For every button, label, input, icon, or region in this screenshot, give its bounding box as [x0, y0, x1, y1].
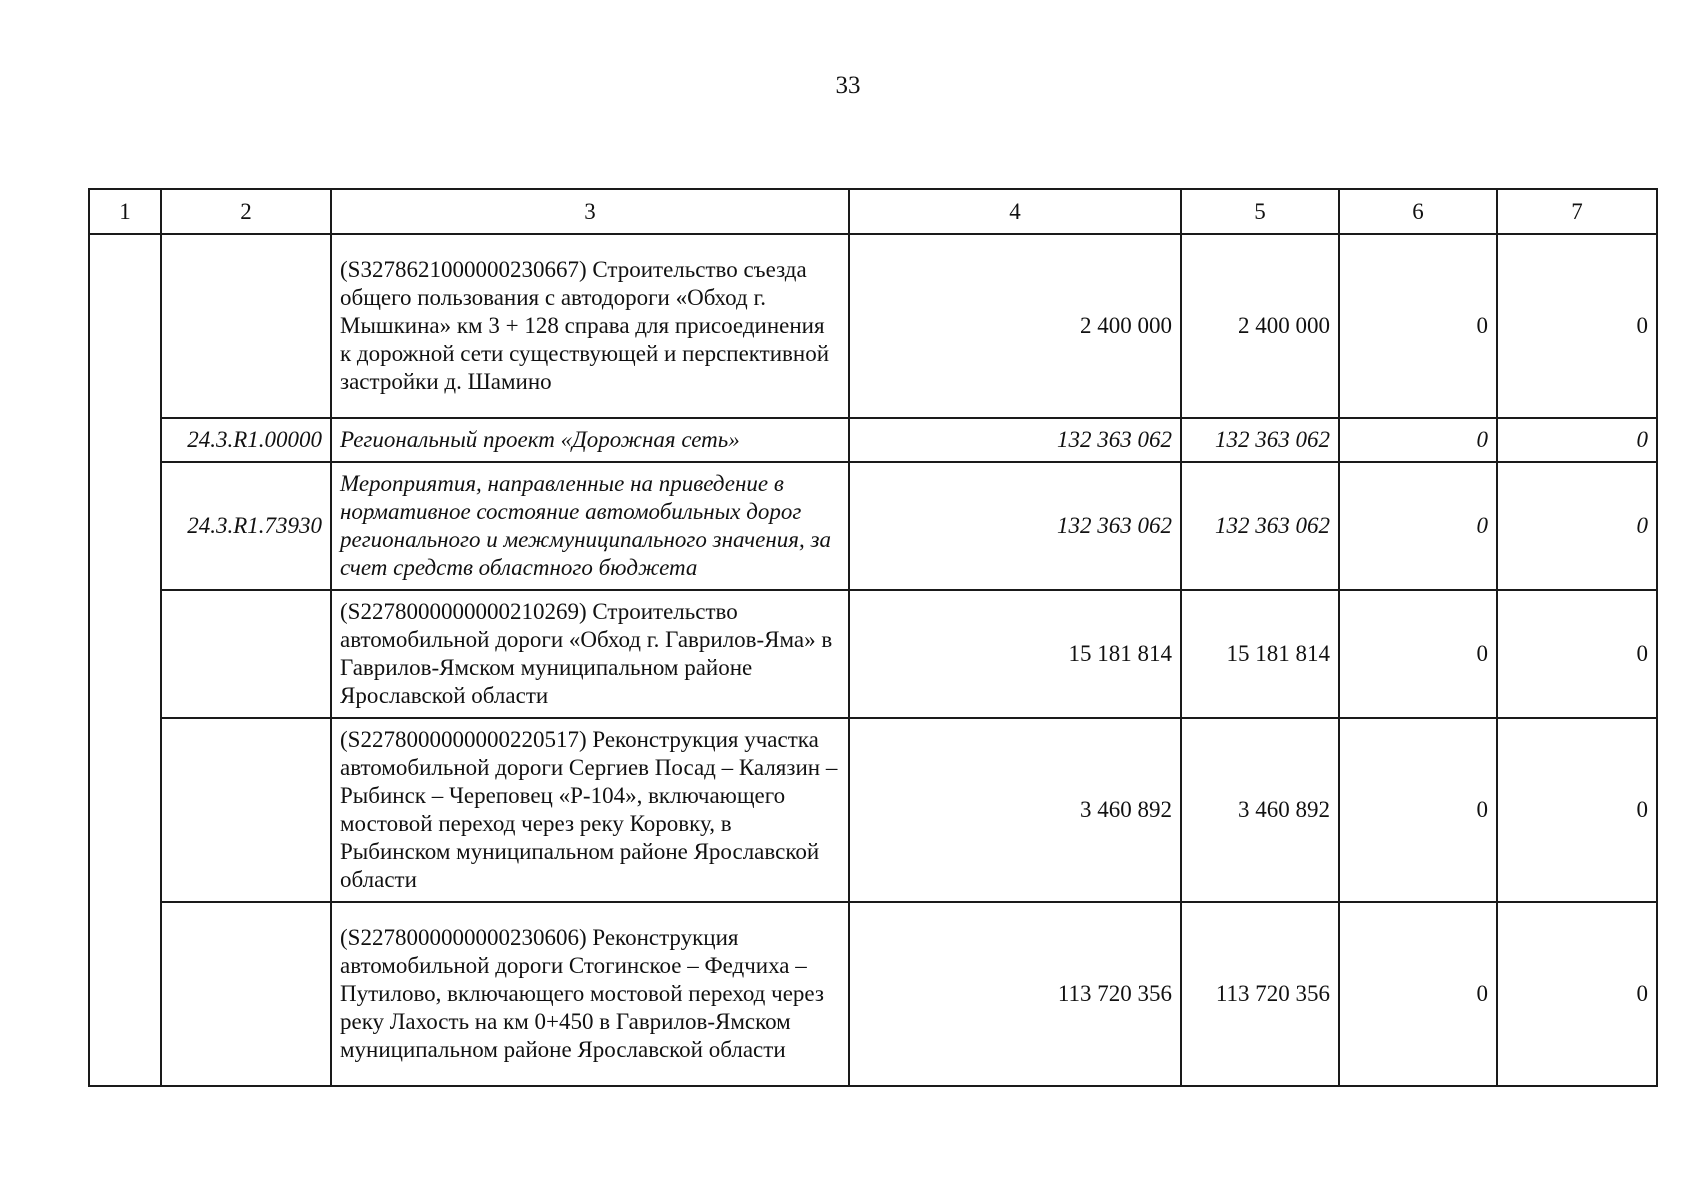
table-row [89, 418, 1657, 462]
table-row [89, 462, 1657, 590]
row-code [161, 718, 331, 902]
row-value-7: 0 [1497, 718, 1657, 902]
header-col-4: 4 [849, 189, 1181, 234]
page-number: 33 [835, 72, 861, 99]
row-value-4: 15 181 814 [849, 590, 1181, 718]
row-name-text: (S2278000000000230606) Реконструкция автомобильной дороги Стогинское – Федчиха – Путилово, включающего мостовой переход через реку Лахость на км 0+450 в Гаврилов-Ямском муниципальном районе Ярославской области [340, 925, 824, 1062]
row-value-5: 113 720 356 [1181, 902, 1339, 1086]
row-name [331, 418, 849, 462]
table-header-row [89, 189, 1657, 234]
header-col-5: 5 [1181, 189, 1339, 234]
table-row [89, 718, 1657, 902]
row-code: 24.3.R1.73930 [161, 462, 331, 590]
row-name-text: (S2278000000000220517) Реконструкция участка автомобильной дороги Сергиев Посад – Калязин – Рыбинск – Череповец «Р-104», включающего мостовой переход через реку Коровку, в Рыбинском муниципальном районе Ярославской области [340, 727, 838, 892]
row-code: 24.3.R1.00000 [161, 418, 331, 462]
row-value-4: 132 363 062 [849, 418, 1181, 462]
row-value-5: 3 460 892 [1181, 718, 1339, 902]
merged-col-1-cell [89, 234, 161, 1086]
row-value-4: 113 720 356 [849, 902, 1181, 1086]
row-name-text: (S3278621000000230667) Строительство съезда общего пользования с автодороги «Обход г. Мышкина» км 3 + 128 справа для присоединения к дорожной сети существующей и перспективной застройки д. Шамино [340, 257, 830, 394]
table-row [89, 234, 1657, 418]
row-code [161, 590, 331, 718]
row-value-7: 0 [1497, 418, 1657, 462]
row-value-7: 0 [1497, 462, 1657, 590]
table-row [89, 902, 1657, 1086]
header-col-3: 3 [331, 189, 849, 234]
row-value-6: 0 [1339, 234, 1497, 418]
row-value-6: 0 [1339, 462, 1497, 590]
row-name [331, 234, 849, 418]
row-name-text: Мероприятия, направленные на приведение в нормативное состояние автомобильных дорог регионального и межмуниципального значения, за счет средств областного бюджета [340, 471, 831, 580]
row-value-4: 2 400 000 [849, 234, 1181, 418]
row-code [161, 902, 331, 1086]
header-col-1: 1 [89, 189, 161, 234]
row-value-6: 0 [1339, 718, 1497, 902]
row-value-7: 0 [1497, 590, 1657, 718]
row-name [331, 902, 849, 1086]
row-value-5: 132 363 062 [1181, 418, 1339, 462]
header-col-2: 2 [161, 189, 331, 234]
row-value-4: 3 460 892 [849, 718, 1181, 902]
row-value-5: 2 400 000 [1181, 234, 1339, 418]
row-name [331, 462, 849, 590]
row-value-6: 0 [1339, 902, 1497, 1086]
budget-table [88, 188, 1658, 1087]
row-value-6: 0 [1339, 418, 1497, 462]
row-name [331, 590, 849, 718]
table-row [89, 590, 1657, 718]
header-col-7: 7 [1497, 189, 1657, 234]
row-value-7: 0 [1497, 902, 1657, 1086]
row-value-5: 132 363 062 [1181, 462, 1339, 590]
row-value-5: 15 181 814 [1181, 590, 1339, 718]
row-value-7: 0 [1497, 234, 1657, 418]
row-code [161, 234, 331, 418]
header-col-6: 6 [1339, 189, 1497, 234]
row-name [331, 718, 849, 902]
row-name-text: Региональный проект «Дорожная сеть» [340, 427, 740, 452]
row-name-text: (S2278000000000210269) Строительство автомобильной дороги «Обход г. Гаврилов-Яма» в Гаврилов-Ямском муниципальном районе Ярославской области [340, 599, 833, 708]
row-value-4: 132 363 062 [849, 462, 1181, 590]
row-value-6: 0 [1339, 590, 1497, 718]
